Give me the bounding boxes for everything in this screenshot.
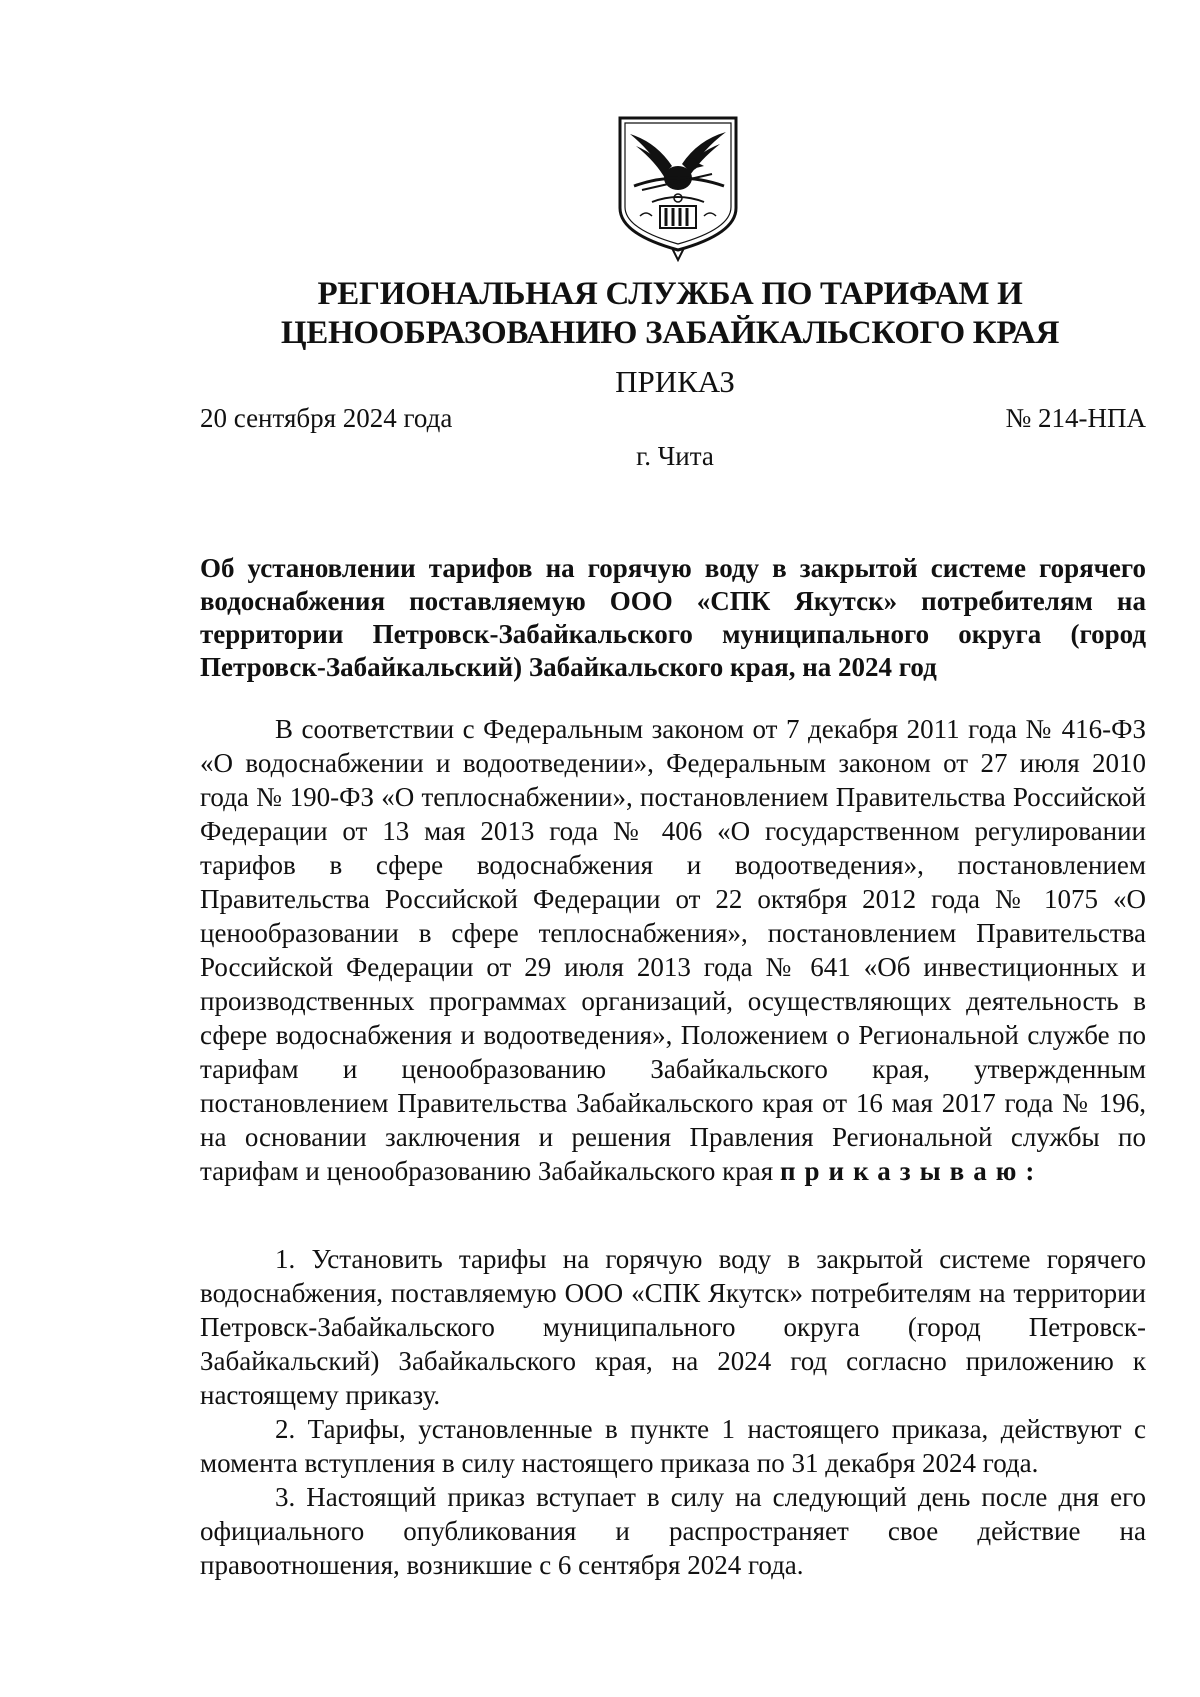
legal-basis-text: В соответствии с Федеральным законом от 7 декабря 2011 года № 416-ФЗ «О водоснабжении и водоотведении», Федеральным законом от 27 июля 2010 года № 190-ФЗ «О теплоснабжении», постановлением Правительства Российской Федерации от 13 мая 2013 года № 406 «О государственном регулировании тарифов в сфере водоснабжения и водоотведения», постановлением Правительства Российской Федерации от 22 октября 2012 года № 1075 «О ценообразовании в сфере теплоснабжения», постановлением Правительства Российской Федерации от 29 июля 2013 года № 641 «Об инвестиционных и производственных программах организаций, осуществляющих деятельность в сфере водоснабжения и водоотведения», Положением о Региональной службе по тарифам и ценообразованию Забайкальского края, утвержденным постановлением Правительства Забайкальского края от 16 мая 2017 года № 196, на основании заключения и решения Правления Региональной службы по тарифам и ценообразованию Забайкальского края: [200, 714, 1146, 1186]
document-number: № 214-НПА: [1005, 403, 1146, 433]
org-title-line-1: РЕГИОНАЛЬНАЯ СЛУЖБА ПО ТАРИФАМ И: [317, 276, 1023, 312]
document-date: 20 сентября 2024 года: [200, 403, 453, 433]
legal-basis-paragraph: [200, 712, 1146, 1188]
document-type: ПРИКАЗ: [615, 364, 735, 399]
decree-word: приказываю:: [779, 1156, 1044, 1186]
order-item-2: 2. Тарифы, установленные в пункте 1 настоящего приказа, действуют с момента вступления в силу настоящего приказа по 31 декабря 2024 года.: [200, 1414, 1146, 1478]
order-item-1: 1. Установить тарифы на горячую воду в закрытой системе горячего водоснабжения, поставляемую ООО «СПК Якутск» потребителям на территории Петровск-Забайкальского муниципального округа (город Петровск-Забайкальский) Забайкальского края, на 2024 год согласно приложению к настоящему приказу.: [200, 1244, 1146, 1410]
document-city: г. Чита: [636, 441, 714, 471]
zabaikalsky-krai-coat-of-arms-icon: [612, 112, 744, 262]
org-title-line-2: ЦЕНООБРАЗОВАНИЮ ЗАБАЙКАЛЬСКОГО КРАЯ: [280, 315, 1060, 351]
document-subject: Об установлении тарифов на горячую воду в закрытой системе горячего водоснабжения поставляемую ООО «СПК Якутск» потребителям на территории Петровск-Забайкальского муниципального округа (город Петровск-Забайкальский) Забайкальского края, на 2024 год: [200, 553, 1146, 682]
order-item-3: 3. Настоящий приказ вступает в силу на следующий день после дня его официального опубликования и распространяет свое действие на правоотношения, возникшие с 6 сентября 2024 года.: [200, 1482, 1146, 1580]
